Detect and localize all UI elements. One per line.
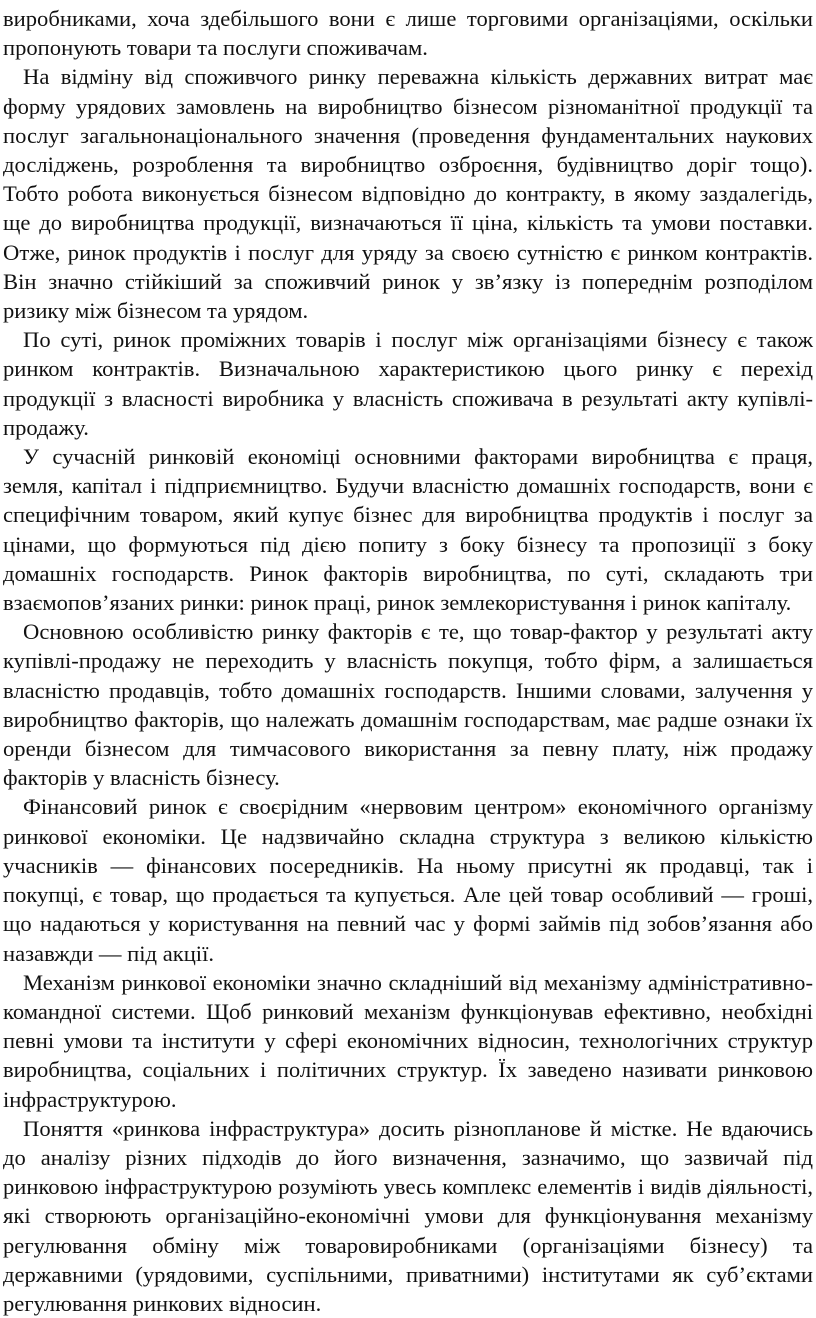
paragraph-1: виробниками, хоча здебільшого вони є лише торговими організаціями, оскільки пропонують товари та послуги споживачам. [3,6,813,61]
paragraph-7: Механізм ринкової економіки значно складніший від механізму адміністративно-командної системи. Щоб ринковий механізм функціонував ефективно, необхідні певні умови та інститути у сфері економічних відносин, технологічних структур виробництва, соціальних і політичних структур. Їх заведено називати ринковою інфраструктурою. [3,969,813,1112]
paragraph-6: Фінансовий ринок є своєрідним «нервовим центром» економічного організму ринкової економіки. Це надзвичайно складна структура з великою кількістю учасників — фінансових посередників. На ньому присутні як продавці, так і покупці, є товар, що продається та купується. Але цей товар особливий — гроші, що надаються у користування на певний час у формі займів під зобов’язання або назавжди — під акції. [3,794,813,966]
paragraph-5: Основною особливістю ринку факторів є те, що товар-фактор у результаті акту купівлі-продажу не переходить у власність покупця, тобто фірм, а залишається власністю продавців, тобто домашніх господарств. Іншими словами, залучення у виробництво факторів, що належать домашнім господарствам, має радше ознаки їх оренди бізнесом для тимчасового використання за певну плату, ніж продажу факторів у власність бізнесу. [3,619,813,791]
paragraph-3: По суті, ринок проміжних товарів і послуг між організаціями бізнесу є також ринком контрактів. Визначальною характеристикою цього ринку є перехід продукції з власності виробника у власність споживача в результаті акту купівлі-продажу. [3,327,813,440]
paragraph-8: Поняття «ринкова інфраструктура» досить різнопланове й містке. Не вдаючись до аналізу різних підходів до його визначення, зазначимо, що зазвичай під ринковою інфраструктурою розуміють увесь комплекс елементів і видів діяльності, які створюють організаційно-економічні умови для функціонування механізму регулювання обміну між товаровиробниками (організаціями бізнесу) та державними (урядовими, суспільними, приватними) інститутами як суб’єктами регулювання ринкових відносин. [3,1115,813,1316]
paragraph-4: У сучасній ринковій економіці основними факторами виробництва є праця, земля, капітал і підприємництво. Будучи власністю домашніх господарств, вони є специфічним товаром, який купує бізнес для виробництва продуктів і послуг за цінами, що формуються під дією попиту з боку бізнесу та пропозиції з боку домашніх господарств. Ринок факторів виробництва, по суті, складають три взаємопов’язаних ринки: ринок праці, ринок землекористування і ринок капіталу. [3,444,813,616]
paragraph-2: На відміну від споживчого ринку переважна кількість державних витрат має форму урядових замовлень на виробництво бізнесом різноманітної продукції та послуг загальнонаціонального значення (проведення фундаментальних наукових досліджень, розроблення та виробництво озброєння, будівництво доріг тощо). Тобто робота виконується бізнесом відповідно до контракту, в якому заздалегідь, ще до виробництва продукції, визначаються її ціна, кількість та умови поставки. Отже, ринок продуктів і послуг для уряду за своєю сутністю є ринком контрактів. Він значно стійкіший за споживчий ринок у зв’язку із попереднім розподілом ризику між бізнесом та урядом. [3,64,813,324]
